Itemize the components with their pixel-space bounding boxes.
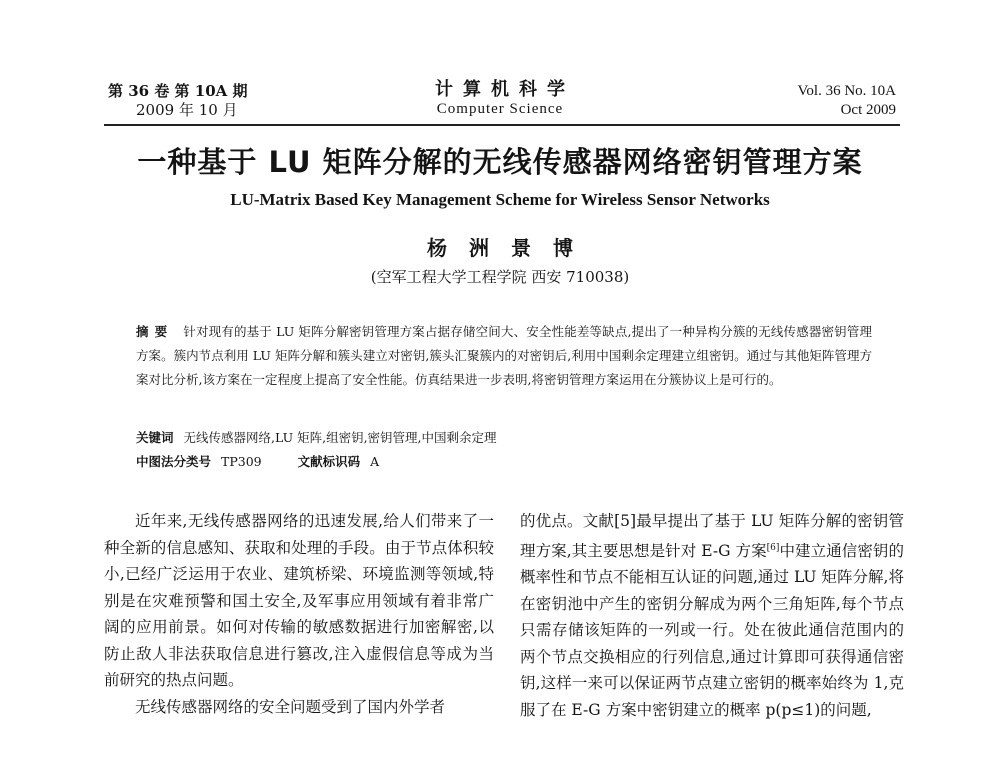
body-paragraph	[520, 508, 904, 723]
author-char: 杨	[427, 236, 447, 260]
keywords	[136, 428, 872, 448]
date-en: Oct 2009	[840, 102, 896, 118]
title-en: LU-Matrix Based Key Management Scheme for Wireless Sensor Networks	[230, 190, 770, 209]
classification-value: TP309	[221, 454, 262, 469]
author-char: 景	[511, 236, 531, 260]
journal-cn: 计算机科学	[435, 79, 575, 100]
authors	[0, 232, 1000, 261]
body-paragraph: 无线传感器网络的安全问题受到了国内外学者	[135, 697, 446, 716]
header-rule	[104, 124, 900, 126]
doc-code-label: 文献标识码	[297, 454, 361, 469]
keywords-label: 关键词	[136, 430, 174, 445]
header-left	[108, 82, 248, 120]
journal-en: Computer Science	[436, 101, 564, 117]
affiliation: (空军工程大学工程学院 西安 710038)	[370, 268, 630, 286]
body-right-column	[520, 508, 904, 723]
header-right	[798, 82, 896, 120]
abstract-text: 针对现有的基于 LU 矩阵分解密钥管理方案占据存储空间大、安全性能差等缺点,提出了一种异构分簇的无线传感器密钥管理方案。簇内节点利用 LU 矩阵分解和簇头建立对密钥,簇头汇聚簇内的对密钥后,利用中国剩余定理建立组密钥。通过与其他矩阵管理方案对比分析,该方案在一定程度上提高了安全性能。仿真结果进一步表明,将密钥管理方案运用在分簇协议上是可行的。	[136, 324, 872, 387]
date-cn: 2009 年 10 月	[136, 101, 238, 119]
keywords-text: 无线传感器网络,LU 矩阵,组密钥,密钥管理,中国剩余定理	[183, 430, 497, 445]
classification-label: 中图法分类号	[136, 454, 212, 469]
body-text: 的优点。文献[5]最早提出了基于 LU 矩阵分解的密钥管理方案,其主要思想是针对 E-G 方案	[520, 512, 904, 560]
title-cn: 一种基于 LU 矩阵分解的无线传感器网络密钥管理方案	[137, 145, 863, 179]
doc-code-value: A	[370, 454, 380, 469]
body-text: 中建立通信密钥的概率性和节点不能相互认证的问题,通过 LU 矩阵分解,将在密钥池中产生的密钥分解成为两个三角矩阵,每个节点只需存储该矩阵的一列或一行。处在彼此通信范围内的两个节点交换相应的行列信息,通过计算即可获得通信密钥,这样一来可以保证两节点建立密钥的概率始终为 1,克服了在 E-G 方案中密钥建立的概率 p(p≤1)的问题,	[520, 541, 904, 719]
citation-ref: [6]	[766, 542, 780, 553]
abstract	[136, 320, 872, 392]
journal-name	[400, 80, 600, 118]
body-paragraph: 近年来,无线传感器网络的迅速发展,给人们带来了一种全新的信息感知、获取和处理的手段。由于节点体积较小,已经广泛运用于农业、建筑桥梁、环境监测等领域,特别是在灾难预警和国土安全,及军事应用领域有着非常广阔的应用前景。如何对传输的敏感数据进行加密解密,以防止敌人非法获取信息进行篡改,注入虚假信息等成为当前研究的热点问题。	[104, 512, 494, 689]
abstract-label: 摘要	[136, 324, 174, 339]
volume-issue: 第 36 卷 第 10A 期	[108, 82, 248, 100]
body-left-column	[104, 508, 494, 720]
classification	[136, 452, 872, 472]
author-char: 博	[553, 236, 573, 260]
vol-en: Vol. 36 No. 10A	[797, 83, 896, 99]
author-char: 洲	[469, 236, 489, 260]
